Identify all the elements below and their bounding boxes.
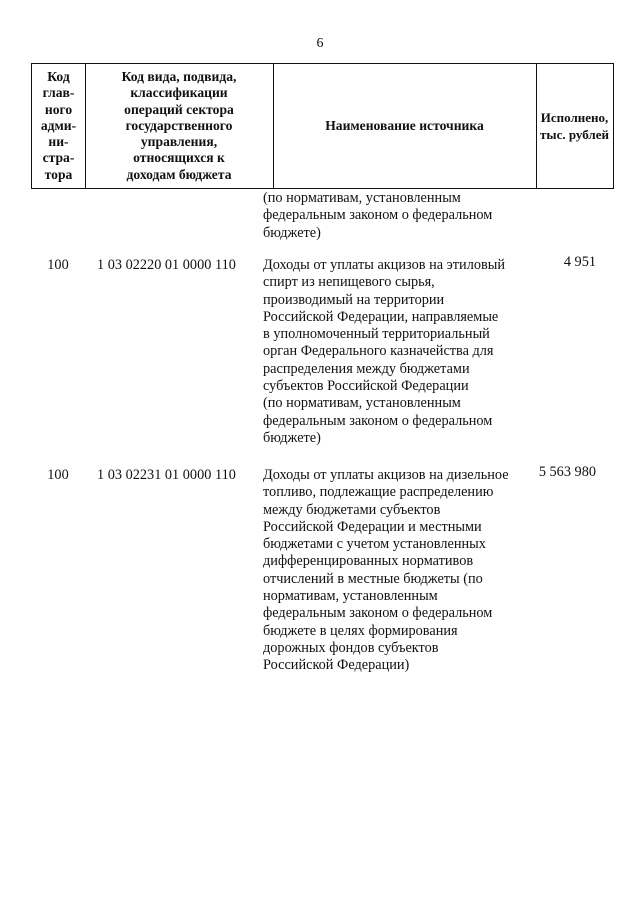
- header-admin-code: Код глав- ного адми- ни- стра- тора: [32, 64, 86, 188]
- row-type-code: 1 03 02220 01 0000 110: [97, 257, 236, 273]
- table-header: [31, 63, 614, 189]
- page-number: 6: [316, 36, 324, 51]
- header-type-code: Код вида, подвида, классификации операций сектора государственного управления, относящихся к доходам бюджета: [85, 64, 274, 188]
- header-executed: Исполнено, тыс. рублей: [540, 110, 609, 142]
- row-amount: 5 563 980: [538, 464, 596, 480]
- row-source-name: Доходы от уплаты акцизов на этиловый спирт из непищевого сырья, производимый на территории Российской Федерации, направляемые в уполномоченный территориальный орган Федерального казначейства для распределения между бюджетами субъектов Российской Федерации (по нормативам, установленным федеральным законом о федеральном бюджете): [263, 257, 505, 446]
- row-admin-code: 100: [47, 467, 69, 483]
- row-source-name: Доходы от уплаты акцизов на дизельное топливо, подлежащие распределению между бюджетами субъектов Российской Федерации и местными бюджетами с учетом установленных дифференцированных нормативов отчислений в местные бюджеты (по нормативам, установленным федеральным законом о федеральном бюджете в целях формирования дорожных фондов субъектов Российской Федерации): [263, 467, 509, 674]
- continuation-text: (по нормативам, установленным федеральным законом о федеральном бюджете): [263, 190, 493, 241]
- header-source-name: Наименование источника: [273, 64, 537, 188]
- row-admin-code: 100: [47, 257, 69, 273]
- row-type-code: 1 03 02231 01 0000 110: [97, 467, 236, 483]
- row-amount: 4 951: [563, 254, 596, 270]
